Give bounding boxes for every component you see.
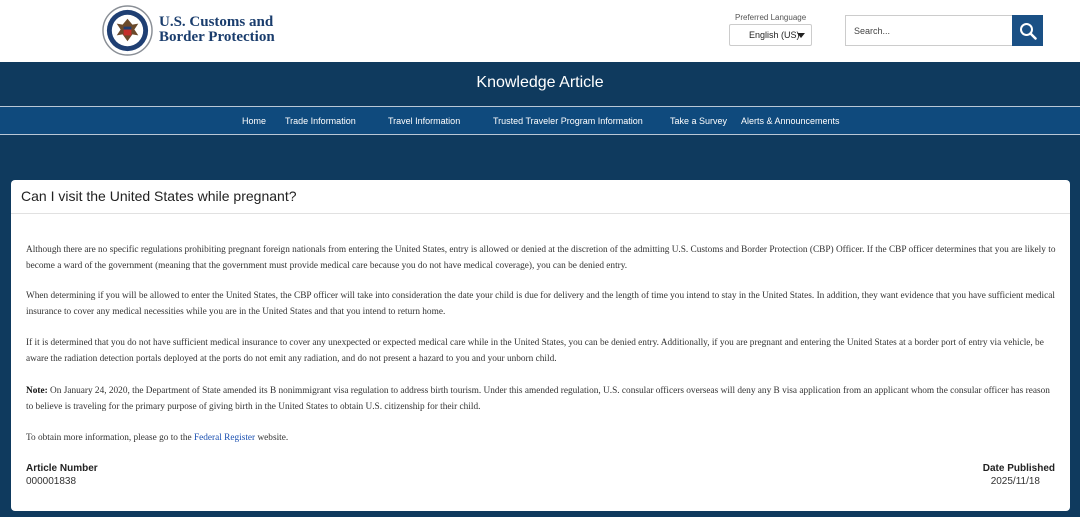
search-input[interactable] [845, 15, 1013, 46]
language-label: Preferred Language [735, 13, 807, 22]
banner-title: Knowledge Article [476, 74, 604, 91]
main-nav [0, 106, 1080, 135]
article-note [26, 383, 1056, 415]
nav-item-travel-information[interactable]: Travel Information [388, 116, 461, 126]
search-button[interactable] [1012, 15, 1043, 46]
nav-item-take-a-survey[interactable]: Take a Survey [670, 116, 728, 126]
article-number: 000001838 [26, 476, 77, 487]
date-published: 2025/11/18 [990, 476, 1040, 487]
article-title: Can I visit the United States while pregnant? [21, 188, 297, 204]
article-paragraph: When determining if you will be allowed to enter the United States, the CBP officer will take into consideration the date your child is due for delivery and the length of time you intend to stay in the United States. In addition, they want evidence that you have sufficient medical insurance to cover any medical necessities while you are in the United States and that you intend to return home. [26, 291, 1055, 317]
article-card [11, 180, 1070, 511]
chevron-down-icon [797, 33, 805, 38]
note-label: Note: [26, 386, 48, 396]
nav-item-trusted-traveler[interactable]: Trusted Traveler Program Information [493, 116, 643, 126]
article-paragraph: If it is determined that you do not have sufficient medical insurance to cover any unexpected or expected medical care while in the United States, you can be denied entry. Additionally, if you are pregnant and entering the United States at a border port of entry via vehicle, be aware the radiation detection portals deployed at the ports do not emit any radiation, and do not present a hazard to you and your unborn child. [26, 338, 1044, 364]
title-divider [11, 213, 1070, 214]
federal-register-link[interactable]: Federal Register [193, 433, 256, 443]
nav-item-home[interactable]: Home [242, 116, 267, 126]
site-header [0, 0, 1080, 62]
more-info: To obtain more information, please go to the Federal Register website. [26, 433, 289, 443]
article-number-label: Article Number [26, 463, 98, 474]
brand-name[interactable]: U.S. Customs and Border Protection [159, 14, 275, 45]
cbp-seal-icon[interactable] [102, 5, 153, 56]
language-select[interactable] [729, 24, 812, 46]
date-published-label: Date Published [982, 463, 1055, 474]
nav-item-trade-information[interactable]: Trade Information [285, 116, 356, 126]
note-text: On January 24, 2020, the Department of State amended its B nonimmigrant visa regulation to address birth tourism. Under this amended regulation, U.S. consular officers overseas will deny any B visa application from an applicant whom the consular officer has reason to believe is traveling for the primary purpose of giving birth in the United States to obtain U.S. citizenship for their child. [26, 386, 1050, 412]
article-paragraph: Although there are no specific regulations prohibiting pregnant foreign nationals from entering the United States, entry is allowed or denied at the discretion of the admitting U.S. Customs and Border Protection (CBP) Officer. If the CBP officer determines that you are likely to become a ward of the government (meaning that the government must provide medical care because you do not have medical coverage), you can be denied entry. [26, 245, 1056, 271]
language-value: English (US) [749, 30, 800, 40]
search-icon [1019, 22, 1037, 40]
nav-item-alerts[interactable]: Alerts & Announcements [741, 116, 840, 126]
page-banner [0, 62, 1080, 104]
